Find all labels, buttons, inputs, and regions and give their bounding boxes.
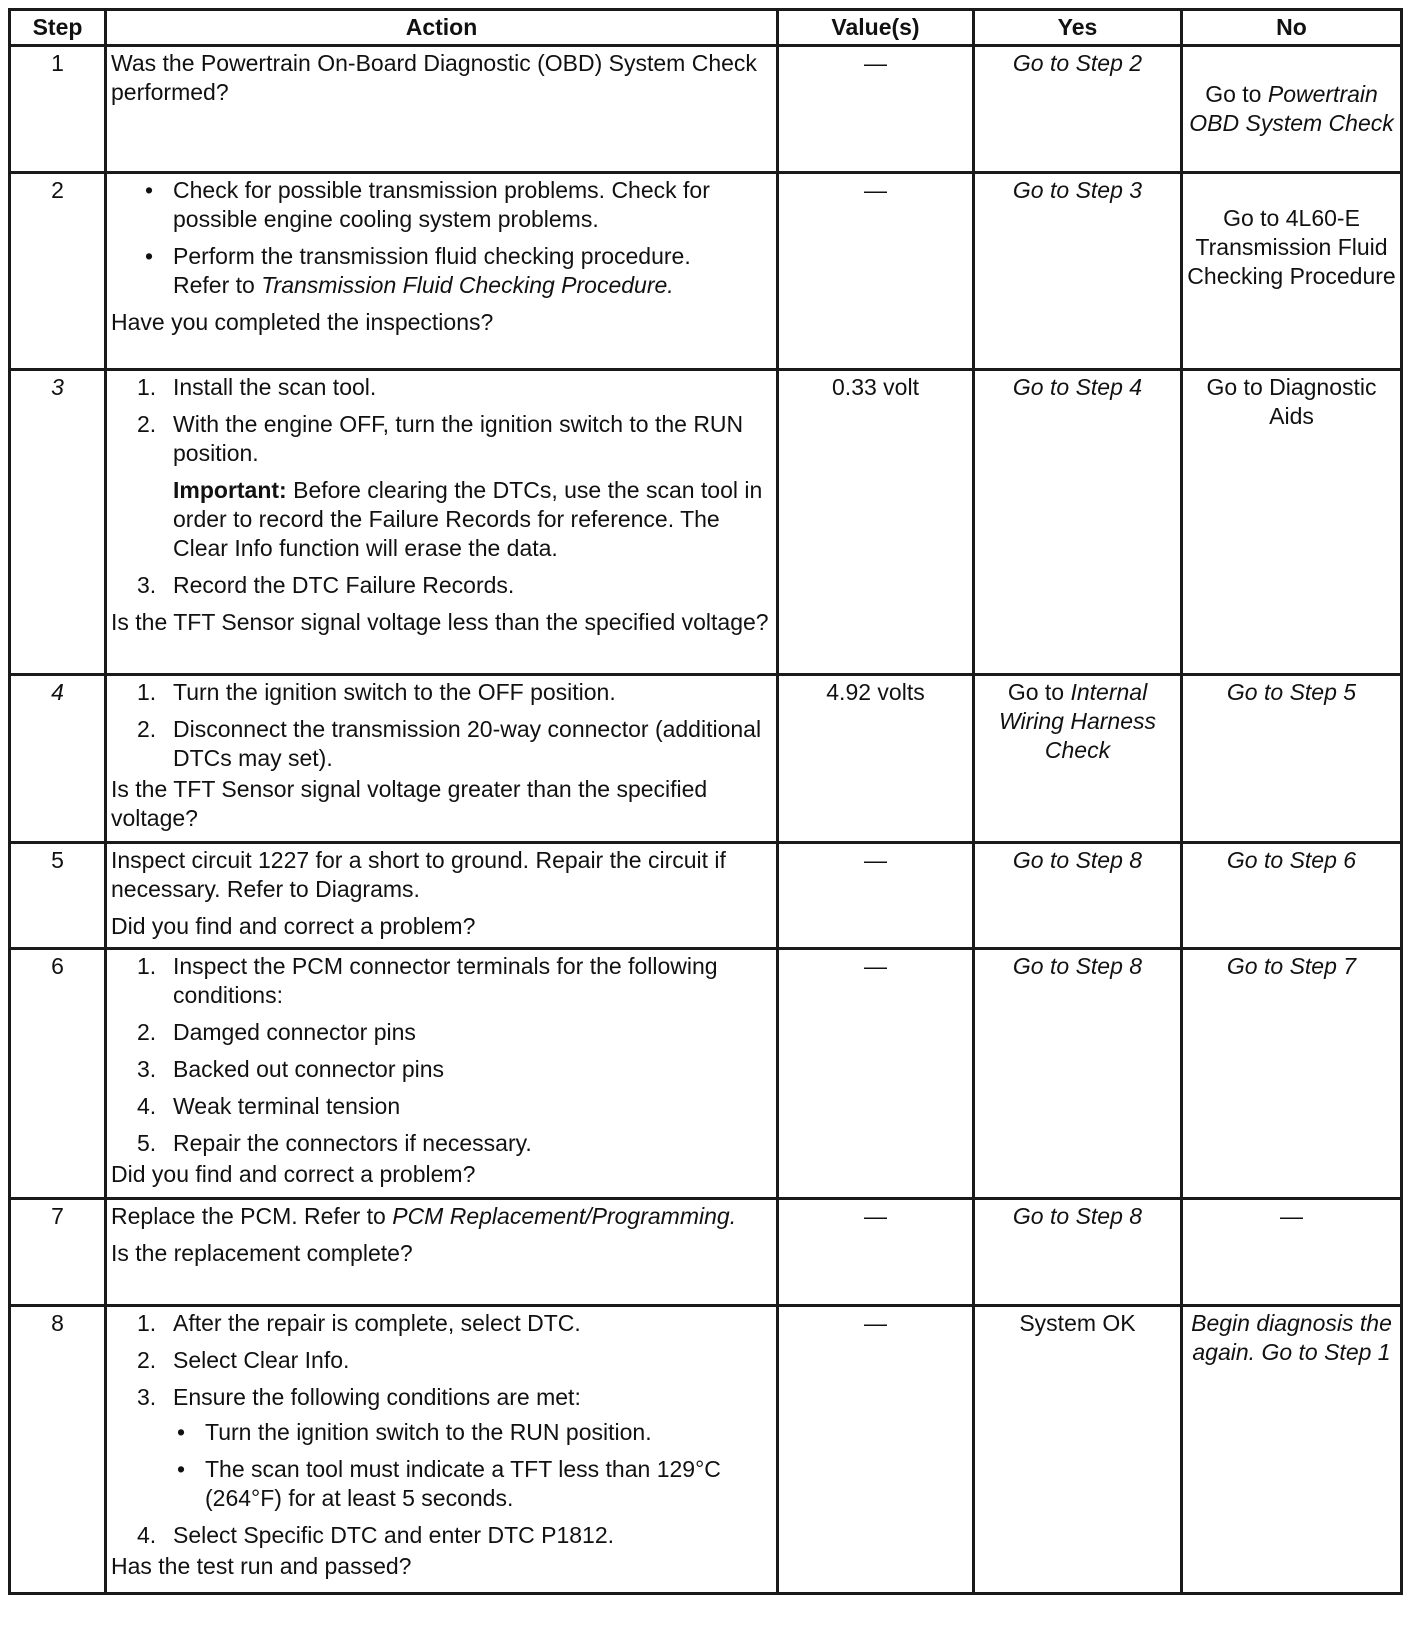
numbered-list bbox=[111, 373, 772, 468]
yes-cell bbox=[974, 843, 1182, 949]
no-link[interactable]: Go to Step 6 bbox=[1226, 847, 1357, 873]
table-row bbox=[10, 1306, 1402, 1594]
yes-link[interactable]: Go to Step 8 bbox=[1012, 1203, 1143, 1229]
question-text: Has the test run and passed? bbox=[111, 1553, 412, 1579]
table-row bbox=[10, 46, 1402, 173]
list-item: 1. Inspect the PCM connector terminals for the following conditions: bbox=[137, 953, 718, 1008]
yes-link[interactable]: Go to Step 2 bbox=[1012, 50, 1143, 76]
diagnostic-table bbox=[8, 8, 1403, 1595]
list-item: 2. With the engine OFF, turn the ignition switch to the RUN position. bbox=[137, 411, 744, 466]
yes-link[interactable]: Go to Step 3 bbox=[1012, 177, 1143, 203]
step-number: 3 bbox=[10, 370, 106, 675]
no-cell bbox=[1182, 173, 1402, 370]
yes-link[interactable]: Go to Step 8 bbox=[1012, 953, 1143, 979]
step-number: 4 bbox=[10, 675, 106, 843]
action-text: Replace the PCM. Refer to PCM Replacement/Programming. bbox=[111, 1203, 737, 1229]
value-cell: — bbox=[778, 173, 974, 370]
list-item: 3. Record the DTC Failure Records. bbox=[137, 572, 515, 598]
value-cell: 0.33 volt bbox=[778, 370, 974, 675]
action-cell bbox=[106, 370, 778, 675]
action-cell bbox=[106, 173, 778, 370]
no-cell bbox=[1182, 46, 1402, 173]
value-cell: — bbox=[778, 1306, 974, 1594]
step-number: 1 bbox=[10, 46, 106, 173]
important-note: Important: Before clearing the DTCs, use the scan tool in order to record the Failure Records for reference. The Clear Info function will erase the data. bbox=[173, 477, 763, 561]
action-text: Was the Powertrain On-Board Diagnostic (OBD) System Check performed? bbox=[111, 50, 757, 105]
no-link[interactable]: Go to 4L60-E Transmission Fluid Checking Procedure bbox=[1187, 205, 1396, 289]
question-text: Is the TFT Sensor signal voltage greater than the specified voltage? bbox=[111, 776, 708, 831]
list-item: 2. Damged connector pins bbox=[137, 1019, 416, 1045]
value-cell: — bbox=[778, 843, 974, 949]
action-cell bbox=[106, 675, 778, 843]
reference-link[interactable]: Transmission Fluid Checking Procedure. bbox=[261, 272, 674, 298]
yes-cell bbox=[974, 46, 1182, 173]
diagnostic-table-page bbox=[8, 8, 1400, 1595]
action-cell bbox=[106, 949, 778, 1199]
yes-cell bbox=[974, 1199, 1182, 1306]
yes-link[interactable]: Go to Step 8 bbox=[1012, 847, 1143, 873]
step-number: 5 bbox=[10, 843, 106, 949]
numbered-list bbox=[111, 1309, 772, 1550]
yes-cell bbox=[974, 1306, 1182, 1594]
value-cell: — bbox=[778, 46, 974, 173]
question-text: Is the replacement complete? bbox=[111, 1240, 413, 1266]
list-item: 1. Install the scan tool. bbox=[137, 374, 377, 400]
yes-link[interactable]: Go to Internal Wiring Harness Check bbox=[998, 679, 1156, 763]
list-item: 3. Ensure the following conditions are met: • Turn the ignition switch to the RUN position. • The scan tool must indicate a TFT less than 129°C (264°F) for at least 5 seconds. bbox=[111, 1383, 772, 1513]
action-cell bbox=[106, 1306, 778, 1594]
numbered-list bbox=[111, 952, 772, 1158]
list-item: 5. Repair the connectors if necessary. bbox=[137, 1130, 532, 1156]
yes-result: System OK bbox=[1019, 1310, 1136, 1336]
list-item: 3. Backed out connector pins bbox=[137, 1056, 445, 1082]
list-item: 1. Turn the ignition switch to the OFF position. bbox=[137, 679, 616, 705]
action-cell bbox=[106, 843, 778, 949]
no-cell bbox=[1182, 370, 1402, 675]
no-link[interactable]: Go to Step 7 bbox=[1226, 953, 1357, 979]
list-item: 1. After the repair is complete, select DTC. bbox=[137, 1310, 581, 1336]
no-cell bbox=[1182, 1306, 1402, 1594]
list-item: • Check for possible transmission problems. Check for possible engine cooling system problems. bbox=[111, 176, 772, 234]
list-item: 4. Select Specific DTC and enter DTC P1812. bbox=[137, 1522, 615, 1548]
no-cell bbox=[1182, 949, 1402, 1199]
value-cell: 4.92 volts bbox=[778, 675, 974, 843]
yes-link[interactable]: Go to Step 4 bbox=[1012, 374, 1143, 400]
table-row bbox=[10, 370, 1402, 675]
question-text: Have you completed the inspections? bbox=[111, 309, 494, 335]
action-text: Inspect circuit 1227 for a short to ground. Repair the circuit if necessary. Refer to Diagrams. bbox=[111, 847, 726, 902]
list-item: • The scan tool must indicate a TFT less than 129°C (264°F) for at least 5 seconds. bbox=[173, 1455, 772, 1513]
numbered-list bbox=[111, 678, 772, 773]
step-number: 7 bbox=[10, 1199, 106, 1306]
no-link[interactable]: Begin diagnosis the again. Go to Step 1 bbox=[1191, 1310, 1392, 1365]
no-cell: — bbox=[1182, 1199, 1402, 1306]
no-link[interactable]: Go to Diagnostic Aids bbox=[1206, 374, 1377, 429]
action-cell bbox=[106, 46, 778, 173]
step-number: 6 bbox=[10, 949, 106, 1199]
header-values: Value(s) bbox=[778, 10, 974, 46]
yes-cell bbox=[974, 675, 1182, 843]
step-number: 2 bbox=[10, 173, 106, 370]
action-cell bbox=[106, 1199, 778, 1306]
no-cell bbox=[1182, 675, 1402, 843]
reference-link[interactable]: PCM Replacement/Programming. bbox=[392, 1203, 737, 1229]
list-item: 2. Disconnect the transmission 20-way connector (additional DTCs may set). bbox=[137, 716, 762, 771]
header-yes: Yes bbox=[974, 10, 1182, 46]
list-item: • Turn the ignition switch to the RUN position. bbox=[173, 1418, 772, 1447]
no-cell bbox=[1182, 843, 1402, 949]
value-cell: — bbox=[778, 949, 974, 1199]
question-text: Did you find and correct a problem? bbox=[111, 913, 476, 939]
list-item: • Perform the transmission fluid checking procedure. Refer to Transmission Fluid Checking Procedure. bbox=[111, 242, 772, 300]
table-row bbox=[10, 1199, 1402, 1306]
table-row bbox=[10, 675, 1402, 843]
table-row bbox=[10, 949, 1402, 1199]
list-item: 4. Weak terminal tension bbox=[137, 1093, 401, 1119]
no-link[interactable]: Go to Powertrain OBD System Check bbox=[1189, 81, 1394, 136]
question-text: Did you find and correct a problem? bbox=[111, 1161, 476, 1187]
sub-bullet-list bbox=[173, 1418, 772, 1513]
value-cell: — bbox=[778, 1199, 974, 1306]
header-row bbox=[10, 10, 1402, 46]
list-item: 2. Select Clear Info. bbox=[137, 1347, 350, 1373]
table-row bbox=[10, 173, 1402, 370]
yes-cell bbox=[974, 370, 1182, 675]
step-number: 8 bbox=[10, 1306, 106, 1594]
header-action: Action bbox=[106, 10, 778, 46]
header-step: Step bbox=[10, 10, 106, 46]
question-text: Is the TFT Sensor signal voltage less than the specified voltage? bbox=[111, 609, 769, 635]
table-row bbox=[10, 843, 1402, 949]
bullet-list bbox=[111, 176, 772, 300]
header-no: No bbox=[1182, 10, 1402, 46]
yes-cell bbox=[974, 949, 1182, 1199]
no-link[interactable]: Go to Step 5 bbox=[1226, 679, 1357, 705]
yes-cell bbox=[974, 173, 1182, 370]
numbered-list bbox=[111, 571, 772, 600]
